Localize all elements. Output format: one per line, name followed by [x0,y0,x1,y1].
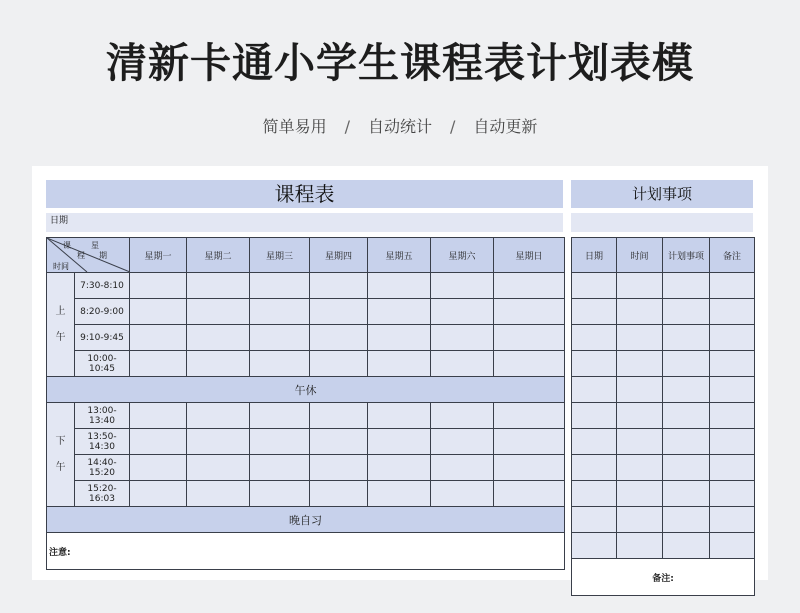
course-cell[interactable] [130,299,187,325]
course-cell[interactable] [368,351,431,377]
subtitle-separator: / [344,117,350,136]
corner-text: 时间 [53,262,69,271]
table-row [47,325,565,351]
plan-cell[interactable] [710,429,755,455]
plan-cell[interactable] [572,429,617,455]
course-cell[interactable] [130,455,187,481]
note-label: 注意: [49,547,71,558]
plan-cell[interactable] [617,403,663,429]
plan-cell[interactable] [710,351,755,377]
course-cell[interactable] [494,429,565,455]
plan-row [572,299,755,325]
plan-cell[interactable] [617,481,663,507]
table-row [47,429,565,455]
subtitle-item: 自动统计 [367,117,432,136]
plan-cell[interactable] [617,273,663,299]
course-cell[interactable] [310,273,368,299]
plan-column-header: 日期 [572,238,617,273]
page-subtitle [0,114,800,137]
schedule-title: 课程表 [46,180,563,208]
date-label: 日期 [50,216,69,226]
page-title: 清新卡通小学生课程表计划表模 [106,39,694,87]
course-cell[interactable] [431,429,494,455]
plan-cell[interactable] [572,273,617,299]
time-cell: 7:30-8:10 [75,273,130,299]
time-cell: 9:10-9:45 [75,325,130,351]
table-row [47,351,565,377]
plan-cell[interactable] [710,325,755,351]
plan-row [572,377,755,403]
course-cell[interactable] [431,403,494,429]
course-cell[interactable] [187,351,250,377]
course-cell[interactable] [250,273,310,299]
course-cell[interactable] [310,403,368,429]
plan-cell[interactable] [710,299,755,325]
course-cell[interactable] [187,455,250,481]
time-cell: 15:20-16:03 [75,481,130,507]
plan-cell[interactable] [572,377,617,403]
plan-cell[interactable] [572,325,617,351]
noon-break-label: 午休 [47,377,565,403]
evening-study-label: 晚自习 [47,507,565,533]
plan-row [572,273,755,299]
course-cell[interactable] [431,273,494,299]
plan-cell[interactable] [617,455,663,481]
course-cell[interactable] [250,403,310,429]
course-cell[interactable] [494,273,565,299]
course-cell[interactable] [494,325,565,351]
plan-cell[interactable] [663,351,710,377]
plan-cell[interactable] [663,299,710,325]
corner-cell [47,238,130,273]
plan-cell[interactable] [663,533,710,559]
plan-cell[interactable] [663,481,710,507]
plan-cell[interactable] [663,377,710,403]
course-cell[interactable] [368,429,431,455]
weekday-header: 星期六 [431,238,494,273]
course-cell[interactable] [310,481,368,507]
noon-break-row [47,377,565,403]
plan-cell[interactable] [663,273,710,299]
plan-cell[interactable] [617,325,663,351]
table-row [47,299,565,325]
plan-note-row [572,559,755,596]
plan-cell[interactable] [710,507,755,533]
weekday-header: 星期一 [130,238,187,273]
plan-cell[interactable] [663,403,710,429]
course-cell[interactable] [368,299,431,325]
plan-note-label: 备注: [652,573,674,584]
course-cell[interactable] [431,351,494,377]
plan-row [572,429,755,455]
course-cell[interactable] [310,429,368,455]
course-cell[interactable] [310,299,368,325]
plan-column-header: 时间 [617,238,663,273]
plan-cell[interactable] [710,533,755,559]
course-cell[interactable] [250,299,310,325]
plan-table [571,237,755,596]
course-cell[interactable] [310,351,368,377]
course-cell[interactable] [250,351,310,377]
course-cell[interactable] [368,403,431,429]
course-cell[interactable] [494,299,565,325]
plan-cell[interactable] [663,507,710,533]
course-cell[interactable] [310,325,368,351]
course-cell[interactable] [187,325,250,351]
plan-cell[interactable] [572,351,617,377]
plan-row [572,481,755,507]
plan-cell[interactable] [572,299,617,325]
course-cell[interactable] [250,429,310,455]
course-cell[interactable] [130,325,187,351]
course-cell[interactable] [494,351,565,377]
course-cell[interactable] [130,351,187,377]
table-row [47,273,565,299]
period-label-morning: 上 午 [47,273,75,377]
course-cell[interactable] [187,299,250,325]
course-cell[interactable] [431,481,494,507]
table-row [47,403,565,429]
plan-column-header: 备注 [710,238,755,273]
course-cell[interactable] [368,481,431,507]
course-cell[interactable] [431,325,494,351]
plan-title: 计划事项 [571,180,753,208]
plan-note-field[interactable] [572,559,755,596]
plan-cell[interactable] [572,507,617,533]
schedule-table [46,237,565,570]
weekday-header: 星期日 [494,238,565,273]
weekday-header: 星期三 [250,238,310,273]
note-row [47,533,565,570]
time-cell: 13:00-13:40 [75,403,130,429]
course-cell[interactable] [494,455,565,481]
plan-cell[interactable] [617,377,663,403]
weekday-header: 星期五 [368,238,431,273]
course-cell[interactable] [187,429,250,455]
plan-cell[interactable] [710,377,755,403]
plan-cell[interactable] [617,533,663,559]
plan-row [572,325,755,351]
plan-cell[interactable] [617,507,663,533]
course-cell[interactable] [130,481,187,507]
table-row [47,455,565,481]
note-field[interactable] [47,533,565,570]
corner-text: 课 [63,241,71,250]
plan-cell[interactable] [617,429,663,455]
course-cell[interactable] [250,455,310,481]
corner-text: 星 [91,241,99,250]
evening-study-row [47,507,565,533]
course-cell[interactable] [130,273,187,299]
course-cell[interactable] [187,481,250,507]
course-cell[interactable] [250,325,310,351]
plan-row [572,507,755,533]
date-field[interactable] [46,213,563,232]
plan-cell[interactable] [663,429,710,455]
weekday-header: 星期四 [310,238,368,273]
plan-cell[interactable] [710,403,755,429]
corner-text: 程 [77,251,85,260]
plan-row [572,455,755,481]
plan-date-field[interactable] [571,213,753,232]
course-cell[interactable] [130,403,187,429]
course-cell[interactable] [494,481,565,507]
time-cell: 14:40-15:20 [75,455,130,481]
course-cell[interactable] [431,455,494,481]
time-cell: 10:00-10:45 [75,351,130,377]
schedule-header-row [47,238,565,273]
plan-cell[interactable] [572,403,617,429]
plan-cell[interactable] [572,533,617,559]
plan-cell[interactable] [710,273,755,299]
subtitle-separator: / [450,117,456,136]
plan-row [572,533,755,559]
course-cell[interactable] [187,403,250,429]
plan-cell[interactable] [663,325,710,351]
plan-cell[interactable] [710,481,755,507]
corner-text: 期 [99,251,107,260]
time-cell: 13:50-14:30 [75,429,130,455]
course-cell[interactable] [368,455,431,481]
plan-column-header: 计划事项 [663,238,710,273]
course-cell[interactable] [187,273,250,299]
course-cell[interactable] [250,481,310,507]
course-cell[interactable] [494,403,565,429]
table-row [47,481,565,507]
plan-cell[interactable] [663,455,710,481]
plan-header-row [572,238,755,273]
plan-row [572,403,755,429]
plan-cell[interactable] [617,299,663,325]
time-cell: 8:20-9:00 [75,299,130,325]
course-cell[interactable] [130,429,187,455]
course-cell[interactable] [368,325,431,351]
plan-cell[interactable] [710,455,755,481]
subtitle-item: 简单易用 [262,117,327,136]
course-cell[interactable] [310,455,368,481]
weekday-header: 星期二 [187,238,250,273]
plan-cell[interactable] [572,455,617,481]
subtitle-item: 自动更新 [473,117,538,136]
plan-cell[interactable] [617,351,663,377]
course-cell[interactable] [368,273,431,299]
plan-row [572,351,755,377]
course-cell[interactable] [431,299,494,325]
plan-cell[interactable] [572,481,617,507]
period-label-afternoon: 下 午 [47,403,75,507]
